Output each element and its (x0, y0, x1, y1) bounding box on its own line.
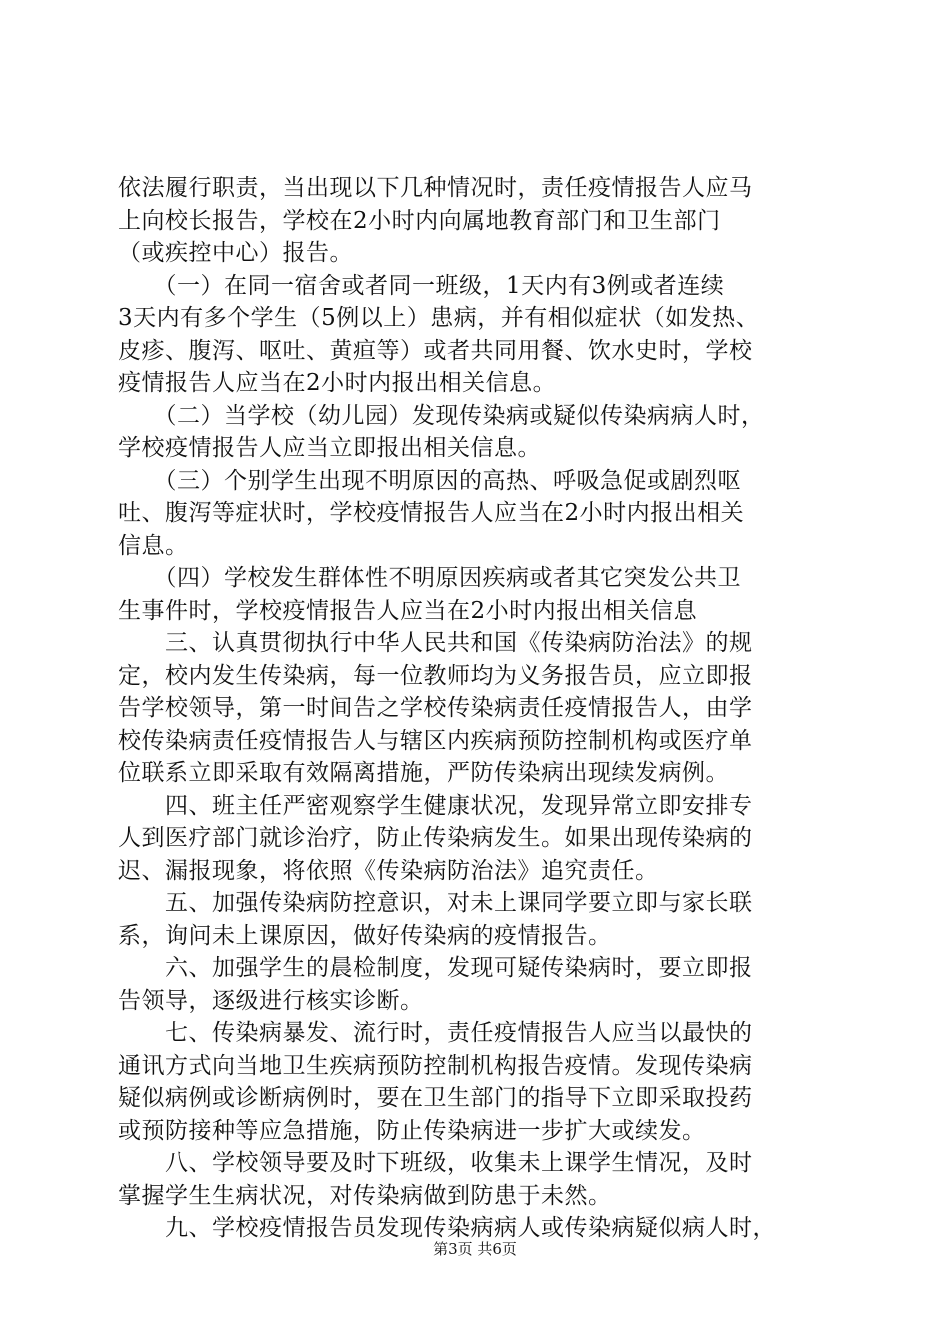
text-line: （二）当学校（幼儿园）发现传染病或疑似传染病病人时， (118, 402, 765, 429)
text-line: 人到医疗部门就诊治疗，防止传染病发生。如果出现传染病的 (118, 825, 753, 851)
text-line: 生事件时，学校疫情报告人应当在2小时内报出相关信息 (118, 597, 698, 624)
text-line: （四）学校发生群体性不明原因疾病或者其它突发公共卫 (118, 565, 741, 591)
text-line: （一）在同一宿舍或者同一班级，1天内有3例或者连续 (118, 272, 725, 299)
text-line: 系，询问未上课原因，做好传染病的疫情报告。 (118, 922, 612, 949)
text-line: 位联系立即采取有效隔离措施，严防传染病出现续发病例。 (118, 760, 729, 786)
text-line: 依法履行职责，当出现以下几种情况时，责任疫情报告人应马 (118, 175, 753, 201)
text-line: 三、认真贯彻执行中华人民共和国《传染病防治法》的规 (118, 630, 753, 656)
text-line: 吐、腹泻等症状时，学校疫情报告人应当在2小时内报出相关 (118, 500, 745, 526)
text-line: （或疾控中心）报告。 (118, 240, 353, 266)
text-line: 四、班主任严密观察学生健康状况，发现异常立即安排专 (118, 792, 753, 819)
text-line: 掌握学生生病状况，对传染病做到防患于未然。 (118, 1182, 612, 1209)
text-line: 皮疹、腹泻、呕吐、黄疸等）或者共同用餐、饮水史时，学校 (118, 337, 753, 364)
text-line: （三）个别学生出现不明原因的高热、呼吸急促或剧烈呕 (118, 467, 741, 494)
text-line: 疫情报告人应当在2小时内报出相关信息。 (118, 370, 557, 396)
text-line: 疑似病例或诊断病例时，要在卫生部门的指导下立即采取投药 (118, 1085, 753, 1111)
text-line: 学校疫情报告人应当立即报出相关信息。 (118, 435, 541, 461)
text-line: 告领导，逐级进行核实诊断。 (118, 987, 424, 1014)
text-line: 定，校内发生传染病，每一位教师均为义务报告员，应立即报 (118, 662, 753, 689)
text-line: 信息。 (118, 532, 189, 559)
text-line: 上向校长报告，学校在2小时内向属地教育部门和卫生部门 (118, 207, 721, 234)
text-line: 六、加强学生的晨检制度，发现可疑传染病时，要立即报 (118, 955, 753, 981)
text-line: 通讯方式向当地卫生疾病预防控制机构报告疫情。发现传染病 (118, 1052, 753, 1079)
text-line: 迟、漏报现象，将依照《传染病防治法》追究责任。 (118, 857, 659, 884)
text-line: 3天内有多个学生（5例以上）患病，并有相似症状（如发热、 (118, 305, 760, 331)
text-line: 九、学校疫情报告员发现传染病病人或传染病疑似病人时， (118, 1215, 776, 1241)
text-line: 七、传染病暴发、流行时，责任疫情报告人应当以最快的 (118, 1020, 753, 1046)
text-line: 或预防接种等应急措施，防止传染病进一步扩大或续发。 (118, 1117, 706, 1144)
page-footer: 第3页 共6页 (433, 1240, 517, 1258)
text-line: 八、学校领导要及时下班级，收集未上课学生情况，及时 (118, 1150, 753, 1176)
text-line: 告学校领导，第一时间告之学校传染病责任疫情报告人，由学 (118, 695, 753, 721)
text-line: 校传染病责任疫情报告人与辖区内疾病预防控制机构或医疗单 (118, 727, 753, 754)
text-line: 五、加强传染病防控意识，对未上课同学要立即与家长联 (118, 890, 753, 916)
document-body (118, 172, 834, 1245)
